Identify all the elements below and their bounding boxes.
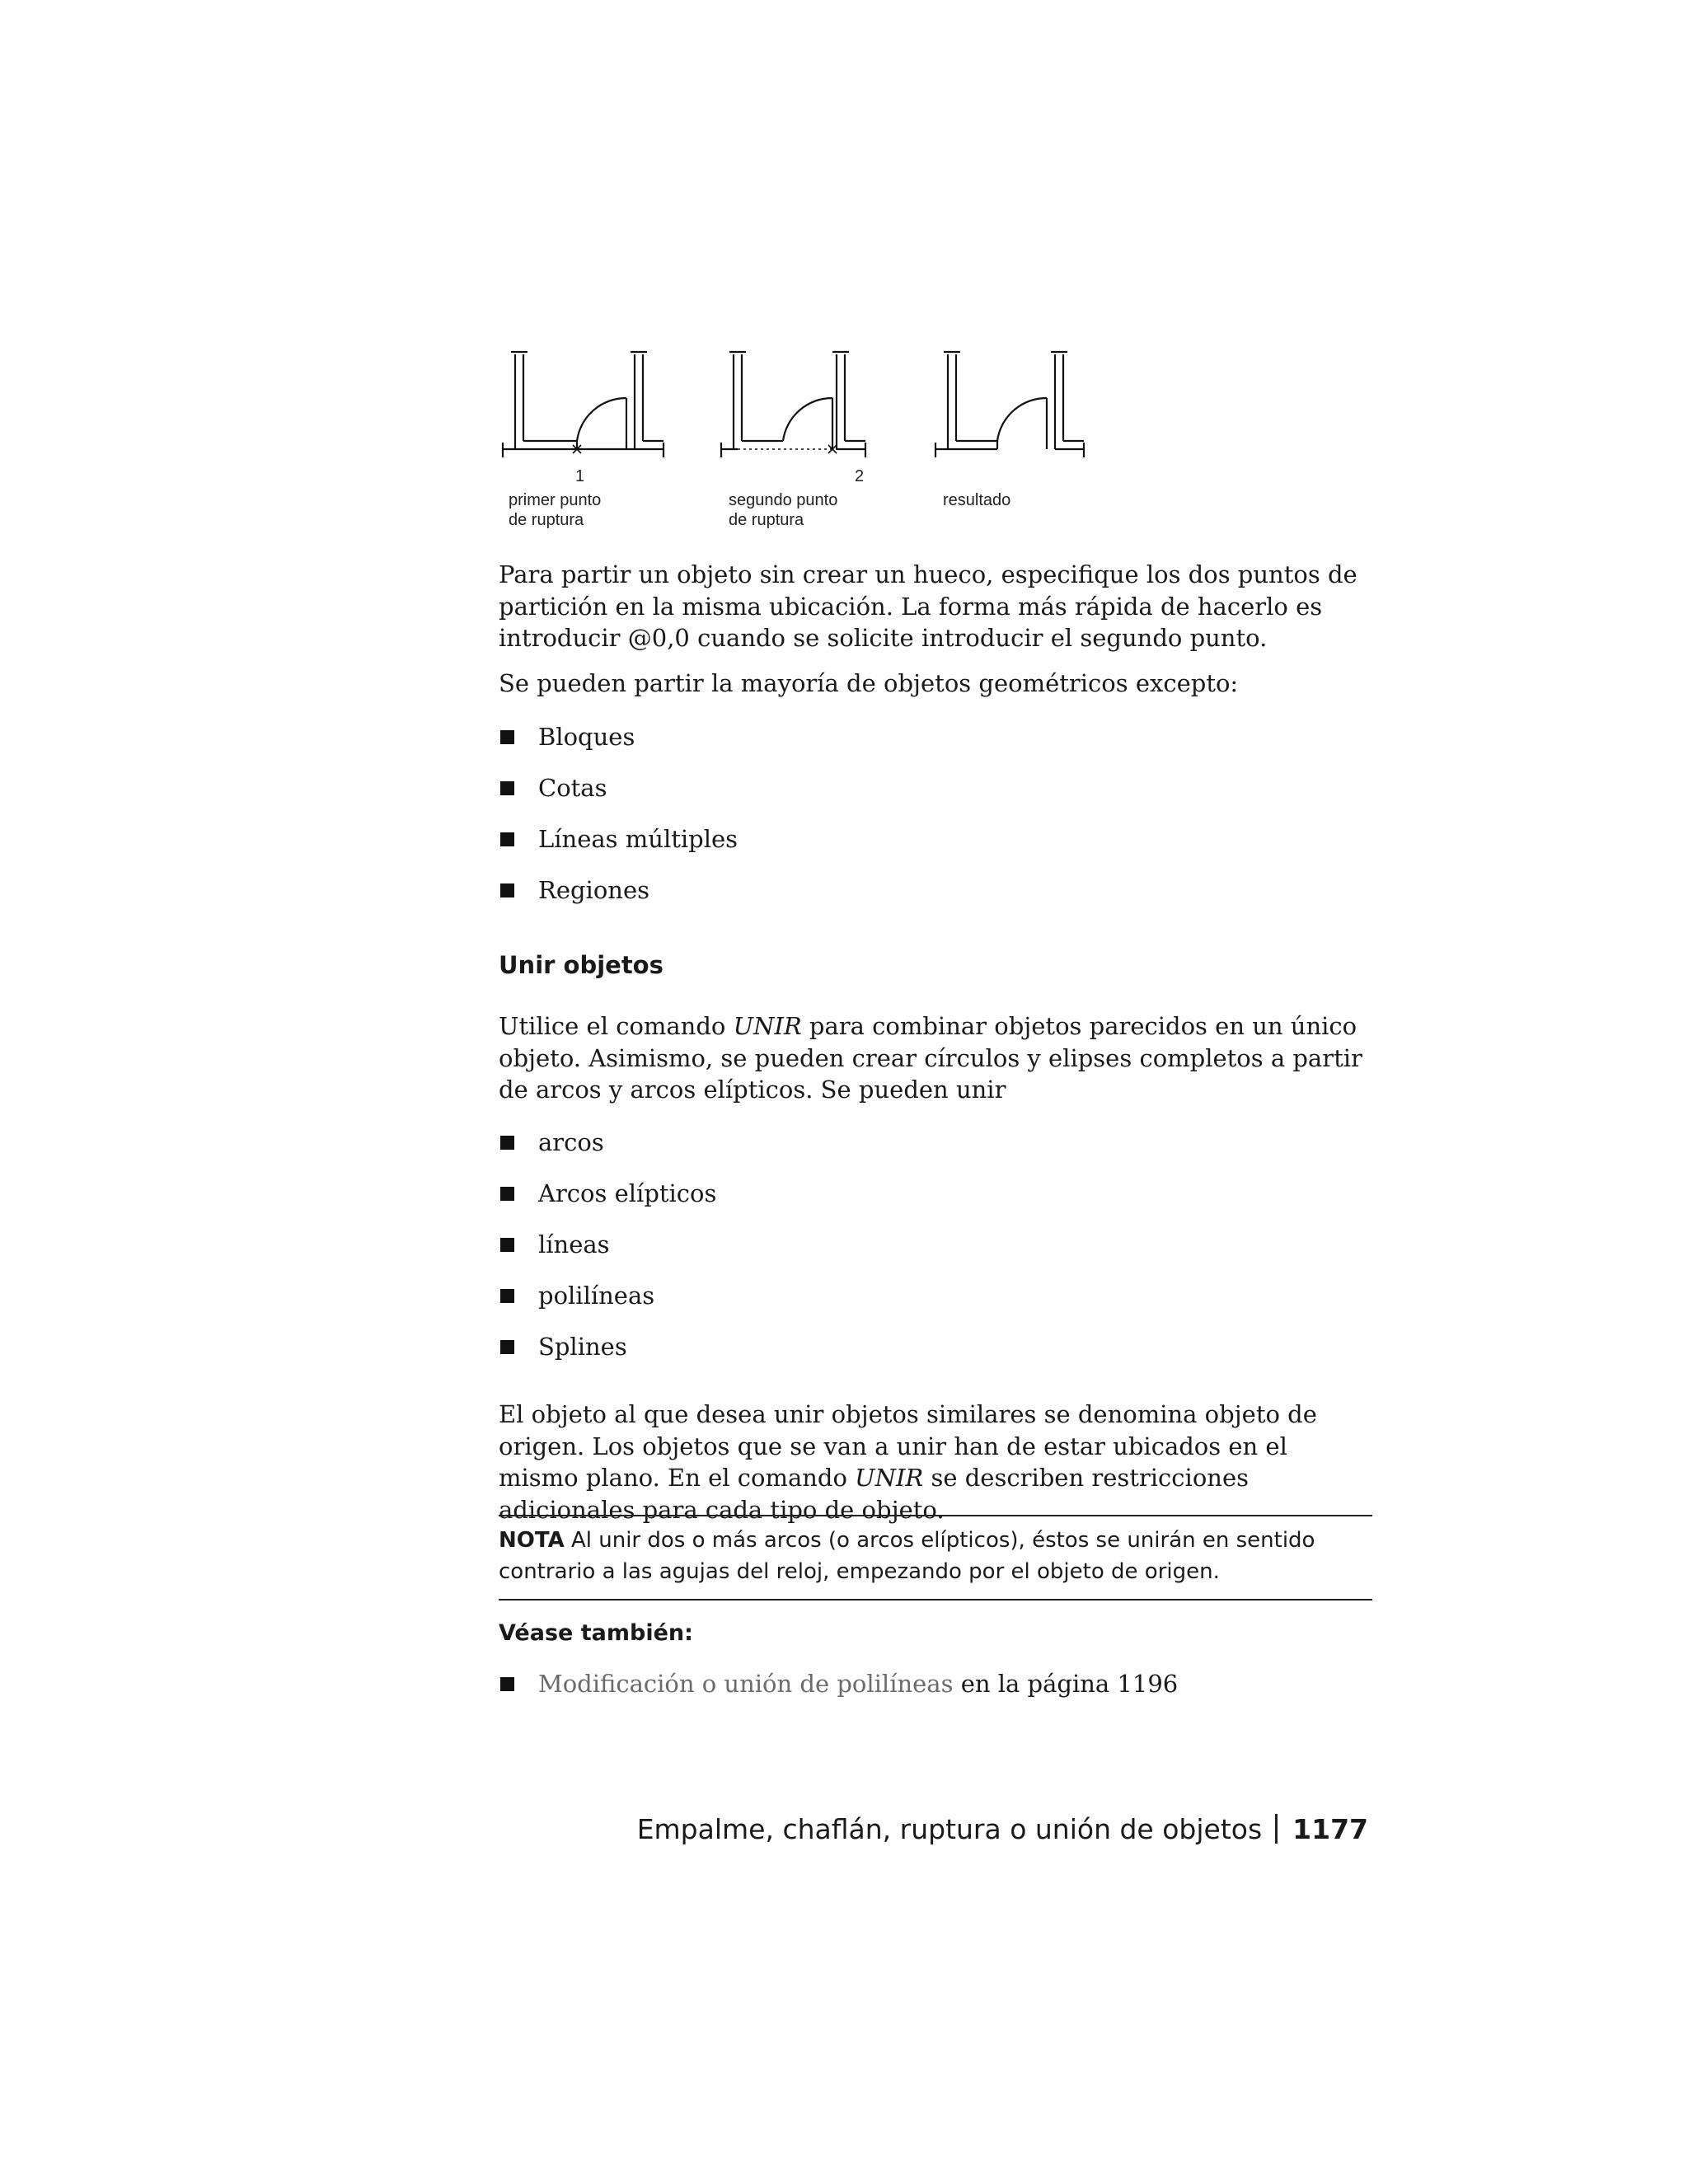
intro-section bbox=[499, 559, 1372, 654]
unir-paragraph-2 bbox=[499, 1399, 1372, 1526]
diagram-panel-2 bbox=[721, 352, 865, 457]
unir-paragraph-1-wrap bbox=[499, 1010, 1372, 1106]
bullet-square-icon bbox=[500, 883, 514, 898]
note-box bbox=[499, 1515, 1372, 1601]
list-item bbox=[499, 1229, 1372, 1280]
intro-paragraph-2: Se pueden partir la mayoría de objetos geométricos excepto: bbox=[499, 669, 1239, 697]
bullet-square-icon bbox=[500, 1289, 514, 1303]
intro-paragraph-1: Para partir un objeto sin crear un hueco, especifique los dos puntos de partición en la misma ubicación. La forma más rápida de hacerlo es introducir @0,0 cuando se solicite introducir el segundo punto. bbox=[499, 560, 1357, 652]
panel-3-caption: resultado bbox=[943, 491, 1011, 509]
list-item bbox=[499, 874, 1372, 926]
list-item bbox=[499, 823, 1372, 874]
exception-list bbox=[499, 721, 1372, 926]
see-also-heading: Véase también: bbox=[499, 1620, 693, 1646]
list-item bbox=[499, 772, 1372, 823]
list-item-text: Bloques bbox=[538, 723, 635, 751]
list-item-text: arcos bbox=[538, 1128, 604, 1156]
page-footer bbox=[637, 1813, 1368, 1846]
footer-title: Empalme, chaflán, ruptura o unión de objetos bbox=[636, 1813, 1263, 1845]
break-points-figure bbox=[495, 342, 1121, 548]
panel-1-caption: primer punto de ruptura bbox=[509, 491, 602, 529]
unir-paragraph-1 bbox=[499, 1010, 1372, 1106]
list-item bbox=[499, 1178, 1372, 1229]
cross-reference-suffix: en la página 1196 bbox=[953, 1670, 1179, 1698]
exception-list-wrap bbox=[499, 721, 1372, 926]
text-run: para combinar objetos parecidos en un único objeto. Asimismo, se pueden crear círculos y elipses completos a partir de arcos y arcos elípticos. Se pueden unir bbox=[499, 1012, 1362, 1104]
page-number: 1177 bbox=[1292, 1813, 1368, 1845]
diagram-panel-3 bbox=[935, 352, 1084, 457]
list-item-text: Splines bbox=[538, 1333, 627, 1361]
list-item bbox=[499, 1127, 1372, 1178]
list-item bbox=[499, 1280, 1372, 1331]
unir-paragraph-2-wrap bbox=[499, 1399, 1372, 1526]
cross-reference-link[interactable]: Modificación o unión de polilíneas bbox=[538, 1670, 954, 1698]
diagram-panel-1 bbox=[503, 352, 663, 457]
section-heading: Unir objetos bbox=[499, 951, 663, 979]
command-name: UNIR bbox=[855, 1464, 924, 1492]
see-also-heading-wrap bbox=[499, 1619, 1372, 1648]
text-run: Utilice el comando bbox=[499, 1012, 734, 1040]
bullet-square-icon bbox=[500, 1136, 514, 1150]
text-run: El objeto al que desea unir objetos similares se denomina objeto de origen. Los objetos que se van a unir han de estar ubicados en el mismo plano. En el comando bbox=[499, 1400, 1317, 1492]
bullet-square-icon bbox=[500, 1187, 514, 1201]
bullet-square-icon bbox=[500, 730, 514, 744]
list-item bbox=[499, 1668, 1372, 1719]
list-item bbox=[499, 721, 1372, 772]
join-list bbox=[499, 1127, 1372, 1382]
bullet-square-icon bbox=[500, 1340, 514, 1354]
bullet-square-icon bbox=[500, 1238, 514, 1252]
list-item-text: Líneas múltiples bbox=[538, 825, 738, 853]
panel-2-caption: segundo punto de ruptura bbox=[729, 491, 838, 529]
see-also-list-wrap bbox=[499, 1668, 1372, 1719]
intro-paragraph-2-wrap bbox=[499, 668, 1372, 700]
bullet-square-icon bbox=[500, 781, 514, 795]
list-item-text: líneas bbox=[538, 1230, 610, 1258]
note-label: NOTA bbox=[499, 1528, 565, 1553]
unir-heading-wrap bbox=[499, 950, 1372, 980]
bullet-square-icon bbox=[500, 1677, 514, 1691]
bullet-square-icon bbox=[500, 832, 514, 846]
list-item-text: Arcos elípticos bbox=[538, 1179, 717, 1207]
list-item bbox=[499, 1331, 1372, 1382]
list-item-text: Cotas bbox=[538, 774, 607, 802]
footer-separator bbox=[1275, 1814, 1278, 1844]
note-text: Al unir dos o más arcos (o arcos elípticos), éstos se unirán en sentido contrario a las agujas del reloj, empezando por el objeto de origen. bbox=[499, 1528, 1315, 1584]
text-run: se describen restricciones adicionales para cada tipo de objeto. bbox=[499, 1464, 1249, 1524]
join-list-wrap bbox=[499, 1127, 1372, 1382]
point-2-label: 2 bbox=[855, 467, 865, 485]
point-1-label: 1 bbox=[575, 467, 585, 485]
command-name: UNIR bbox=[733, 1012, 802, 1040]
list-item-text: polilíneas bbox=[538, 1282, 655, 1310]
see-also-list bbox=[499, 1668, 1372, 1719]
list-item-text: Regiones bbox=[538, 876, 650, 904]
